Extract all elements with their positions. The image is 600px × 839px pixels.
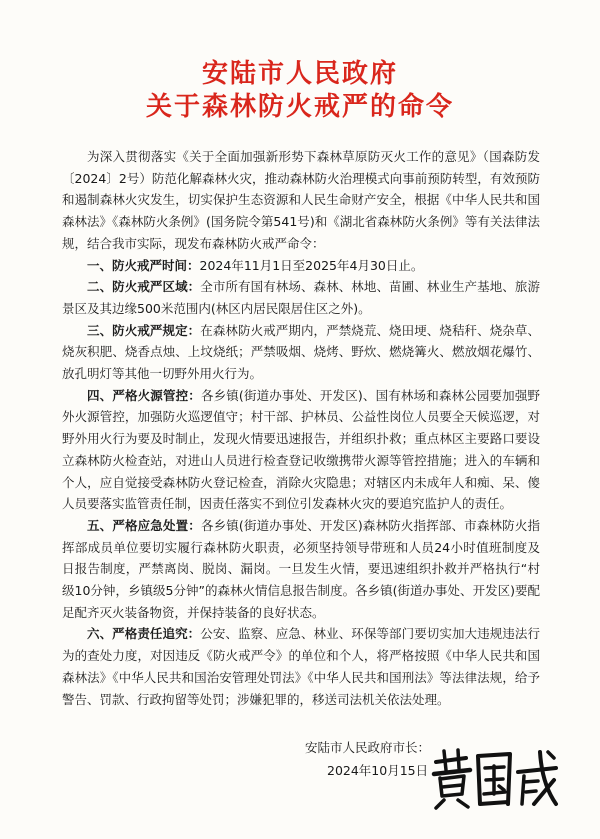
section-accountability: [62, 623, 540, 710]
section-heading: 六、严格责任追究：: [87, 626, 201, 642]
section-time: [62, 255, 540, 277]
section-text: 公安、监察、应急、林业、环保等部门要切实加大违规违法行为的查处力度，对因违反《防火戒严令》的单位和个人，将严格按照《中华人民共和国森林法》《中华人民共和国治安管理处罚法》《中华人民共和国刑法》等法律法规，给予警告、罚款、行政拘留等处罚；涉嫌犯罪的，移送司法机关依法处理。: [62, 626, 540, 707]
intro-paragraph: 为深入贯彻落实《关于全面加强新形势下森林草原防灭火工作的意见》（国森防发〔2024〕2号）防范化解森林火灾，推动森林防火治理模式向事前预防转型，有效预防和遏制森林火灾发生，切实保护生态资源和人民生命财产安全，根据《中华人民共和国森林法》《森林防火条例》(国务院令第541号)和《湖北省森林防火条例》等有关法律法规，结合我市实际，现发布森林防火戒严命令：: [62, 149, 540, 251]
section-text: 全市所有国有林场、森林、林地、苗圃、林业生产基地、旅游景区及其边缘500米范围内(林区内居民限居住区之外)。: [62, 279, 540, 316]
section-heading: 四、严格火源管控：: [87, 387, 201, 403]
section-text: 各乡镇(街道办事处、开发区)、国有林场和森林公园要加强野外火源管控，加强防火巡逻值守；村干部、护林员、公益性岗位人员要全天候巡逻，对野外用火行为要及时制止，发现火情要迅速报告，并组织扑救；重点林区主要路口要设立森林防火检查站，对进山人员进行检查登记收缴携带火源等管控措施；进入的车辆和个人，应自觉接受森林防火登记检查，消除火灾隐患；对辖区内未成年人和痴、呆、傻人员要落实监管责任制，因责任落实不到位引发森林火灾的要追究监护人的责任。: [62, 387, 540, 512]
section-text: 在森林防火戒严期内，严禁烧荒、烧田埂、烧秸秆、烧杂草、烧灰积肥、烧香点烛、上坟烧纸；严禁吸烟、烧烤、野炊、燃烧篝火、燃放烟花爆竹、放孔明灯等其他一切野外用火行为。: [62, 322, 540, 382]
signature-block: [305, 736, 430, 782]
section-fire-control: [62, 385, 540, 515]
section-area: [62, 276, 540, 319]
section-text: 2024年11月1日至2025年4月30日止。: [199, 257, 424, 273]
section-rules: [62, 320, 540, 385]
title-line-2: 关于森林防火戒严的命令: [145, 92, 454, 122]
document-title: [0, 0, 600, 124]
section-text: 各乡镇(街道办事处、开发区)森林防火指挥部、市森林防火指挥部成员单位要切实履行森林防火职责，必须坚持领导带班和人员24小时值班制度及日报告制度，严禁离岗、脱岗、漏岗。一旦发生火情，要迅速组织扑救并严格执行“村级10分钟，乡镇级5分钟”的森林火情信息报告制度。各乡镇(街道办事处、开发区)要配足配齐灭火装备物资，并保持装备的良好状态。: [62, 517, 540, 620]
section-heading: 二、防火戒严区域：: [87, 279, 201, 295]
section-emergency: [62, 515, 540, 624]
signer-label: 安陆市人民政府市长：: [305, 740, 431, 755]
title-line-1: 安陆市人民政府: [201, 59, 398, 89]
section-heading: 一、防火戒严时间：: [87, 257, 200, 273]
section-heading: 五、严格应急处置：: [87, 517, 201, 533]
handwritten-signature-icon: [428, 746, 560, 810]
issue-date: 2024年10月15日: [327, 763, 429, 778]
document-body: [62, 146, 540, 710]
section-heading: 三、防火戒严规定：: [87, 322, 201, 338]
